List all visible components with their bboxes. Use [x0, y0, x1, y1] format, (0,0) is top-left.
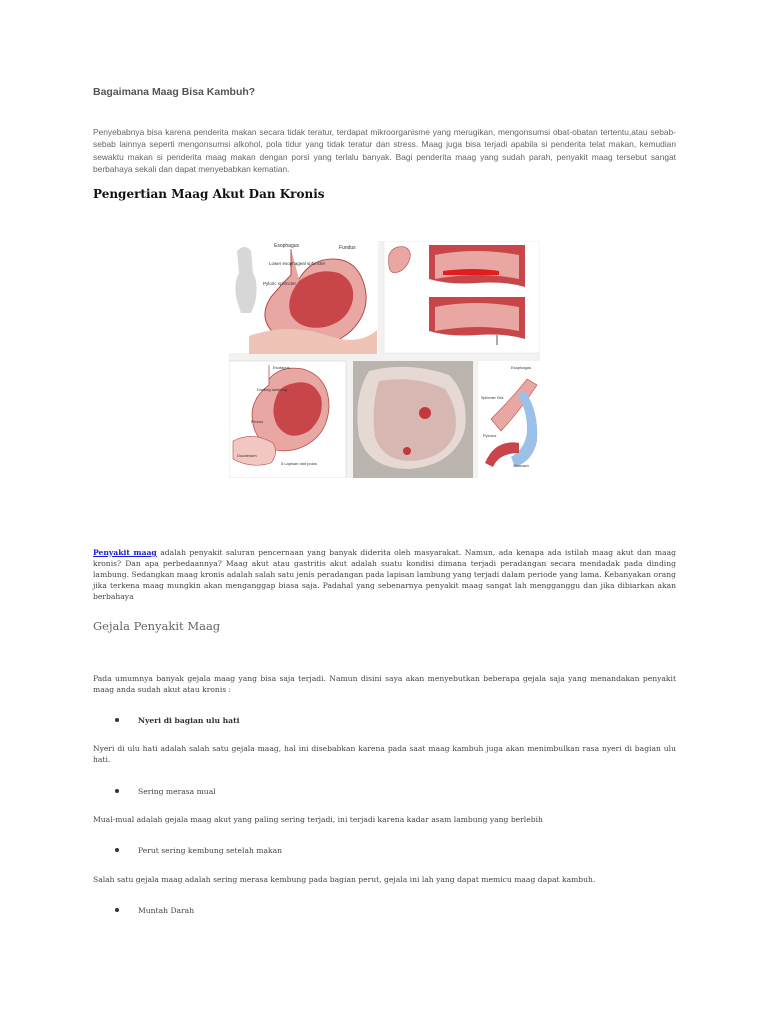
bullet-icon	[115, 908, 119, 912]
label-fundus: Fundus	[339, 245, 356, 251]
label-pilorus: Pilorus	[251, 419, 264, 424]
label-esophagus-2: Esophagus	[511, 365, 532, 370]
list-item: Perut sering kembung setelah makan	[115, 846, 282, 855]
label-dinding: Dinding lambung	[257, 387, 288, 392]
label-stomach: Stomach	[513, 463, 529, 468]
bullet-icon	[115, 718, 119, 722]
item-description: Nyeri di ulu hati adalah salah satu gejala maag, hal ini disebabkan karena pada saat maag kambuh juga akan menimbulkan rasa nyeri di bagian ulu hati.	[93, 744, 676, 764]
label-lapisan: 5 Lapisan otot polos	[281, 461, 317, 466]
list-item: Nyeri di bagian ulu hati	[115, 716, 239, 725]
paragraph-pengertian-text: adalah penyakit saluran pencernaan yang banyak diderita oleh masyarakat. Namun, ada kenapa ada istilah maag akut dan maag kronis? Dan apa perbedaannya? Maag akut atau gastritis akut adalah suatu kondisi dimana terjadi peradangan secara mendadak pada dinding lambung. Sedangkan maag kronis adalah salah satu jenis peradangan pada lapisan lambung yang terjadi dalam periode yang lama. Kebanyakan orang jika terkena maag mungkin akan menganggap biasa saja. Padahal yang sebenarnya penyakit maag sangat lah mengganggu dan jika dibiarkan akan berbahaya	[93, 548, 676, 601]
label-esofagus: Esofagus	[273, 365, 290, 370]
paragraph-pengertian	[93, 547, 676, 602]
label-esophagus: Esophagus	[274, 243, 300, 249]
paragraph-gejala-intro: Pada umumnya banyak gejala maag yang bisa saja terjadi. Namun disini saya akan menyebutkan beberapa gejala saja yang menandakan penyakit maag anda sudah akut atau kronis :	[93, 674, 676, 694]
label-duodenum: Duodenum	[237, 453, 257, 458]
heading-gejala: Gejala Penyakit Maag	[93, 619, 221, 633]
bullet-icon	[115, 789, 119, 793]
item-description: Salah satu gejala maag adalah sering merasa kembung pada bagian perut, gejala ini lah yang dapat memicu maag dapat kambuh.	[93, 875, 596, 884]
bullet-icon	[115, 848, 119, 852]
heading-maag-kambuh: Bagaimana Maag Bisa Kambuh?	[93, 86, 256, 98]
item-description: Mual-mual adalah gejala maag akut yang paling sering terjadi, ini terjadi karena kadar asam lambung yang berlebih	[93, 815, 543, 824]
label-pylorus: Pylorus	[483, 433, 497, 438]
link-penyakit-maag[interactable]: Penyakit maag	[93, 548, 157, 557]
list-item: Muntah Darah	[115, 906, 194, 915]
stomach-illustration	[229, 241, 540, 478]
list-item: Sering merasa mual	[115, 787, 216, 796]
heading-pengertian: Pengertian Maag Akut Dan Kronis	[93, 187, 325, 201]
label-sphincter-otot: Sphincter Otot	[481, 396, 504, 400]
paragraph-penyebab: Penyebabnya bisa karena penderita makan secara tidak teratur, terdapat mikroorganisme yang merugikan, mengonsumsi obat-obatan tertentu,atau sebab-sebab lainnya seperti mengonsumsi alkohol, pola tidur yang tidak teratur dan stress. Maag juga bisa terjadi apabila si penderita telat makan, kemudian sewaktu makan si penderita maag makan dengan porsi yang terlalu banyak. Bagi penderita maag yang sudah parah, penyakit maag tersebut sangat berbahaya sekali dan dapat menyebabkan kematian.	[93, 127, 676, 175]
label-pyloric: Pyloric sphincter	[263, 281, 297, 286]
label-lower-sphincter: Lower esophageal sphincter	[269, 261, 326, 266]
